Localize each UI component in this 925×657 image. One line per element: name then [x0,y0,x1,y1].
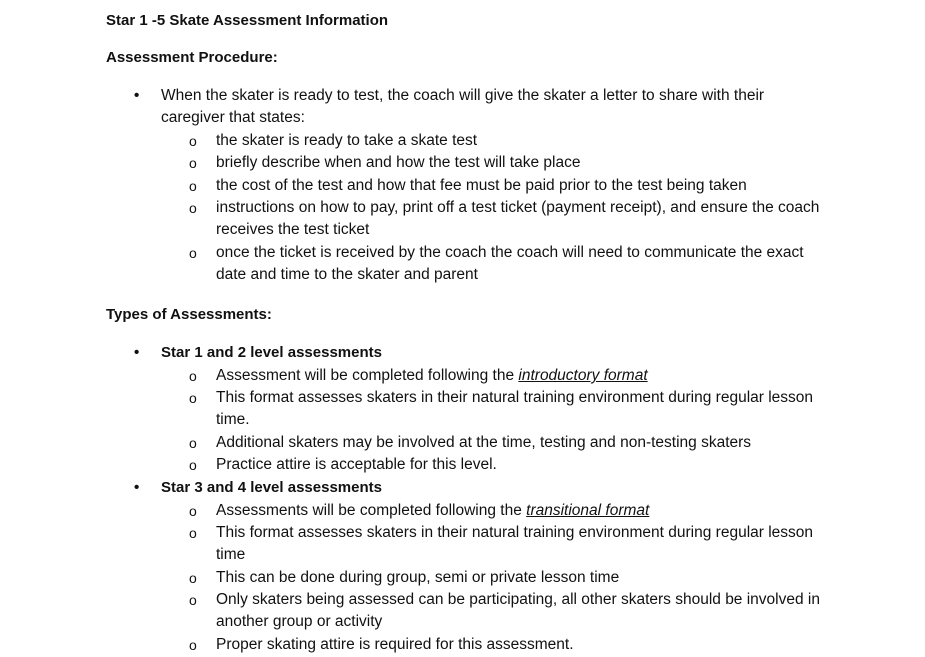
bullet-glyph: • [134,87,140,104]
procedure-item-text: once the ticket is received by the coach the coach will need to communicate the exact date and time to the skater and parent [216,244,804,284]
star12-item [189,432,821,454]
types-heading: Types of Assessments: [106,306,272,323]
star34-item [189,589,821,634]
star34-item-text: This can be done during group, semi or private lesson time [216,569,620,586]
star34-item-text: Only skaters being assessed can be participating, all other skaters should be involved in another group or activity [216,591,820,631]
procedure-item [189,130,821,152]
star12-item-text: Additional skaters may be involved at the time, testing and non-testing skaters [216,434,752,451]
star34-item [189,522,821,567]
circle-bullet-glyph: o [189,525,197,541]
procedure-item [189,175,821,197]
procedure-item-text: the cost of the test and how that fee must be paid prior to the test being taken [216,177,747,194]
bullet-glyph: • [134,479,140,496]
circle-bullet-glyph: o [189,155,197,171]
star12-bullet [134,342,821,364]
circle-bullet-glyph: o [189,457,197,473]
introductory-format-link[interactable]: introductory format [518,367,648,384]
star12-item [189,365,821,387]
procedure-item [189,152,821,174]
star12-item-text: Practice attire is acceptable for this level. [216,456,497,473]
document-title: Star 1 -5 Skate Assessment Information [106,12,389,29]
circle-bullet-glyph: o [189,368,197,384]
star12-title: Star 1 and 2 level assessments [161,344,382,361]
star12-item [189,454,821,476]
star34-title: Star 3 and 4 level assessments [161,479,382,496]
procedure-bullet-text: When the skater is ready to test, the coach will give the skater a letter to share with their caregiver that states: [161,87,765,126]
star12-item [189,387,821,432]
circle-bullet-glyph: o [189,503,197,519]
circle-bullet-glyph: o [189,637,197,653]
transitional-format-link[interactable]: transitional format [526,502,650,519]
circle-bullet-glyph: o [189,133,197,149]
star34-item-text: Assessments will be completed following the [216,502,527,519]
procedure-item-text: the skater is ready to take a skate test [216,132,478,149]
star34-item [189,567,821,589]
procedure-item [189,197,821,242]
star12-item-text: This format assesses skaters in their natural training environment during regular lesson time. [216,389,814,429]
star34-item-text: Proper skating attire is required for this assessment. [216,636,574,653]
star34-item-text: This format assesses skaters in their natural training environment during regular lesson time [216,524,814,564]
star34-item [189,634,821,656]
circle-bullet-glyph: o [189,245,197,261]
procedure-item [189,242,821,287]
star12-item-text: Assessment will be completed following the [216,367,519,384]
bullet-glyph: • [134,344,140,361]
circle-bullet-glyph: o [189,592,197,608]
star34-bullet [134,477,821,499]
procedure-item-text: instructions on how to pay, print off a test ticket (payment receipt), and ensure the coach receives the test ticket [216,199,820,239]
circle-bullet-glyph: o [189,390,197,406]
procedure-item-text: briefly describe when and how the test will take place [216,154,581,171]
circle-bullet-glyph: o [189,435,197,451]
circle-bullet-glyph: o [189,200,197,216]
procedure-bullet [134,85,821,129]
circle-bullet-glyph: o [189,570,197,586]
procedure-heading: Assessment Procedure: [106,49,278,66]
circle-bullet-glyph: o [189,178,197,194]
star34-item [189,500,821,522]
